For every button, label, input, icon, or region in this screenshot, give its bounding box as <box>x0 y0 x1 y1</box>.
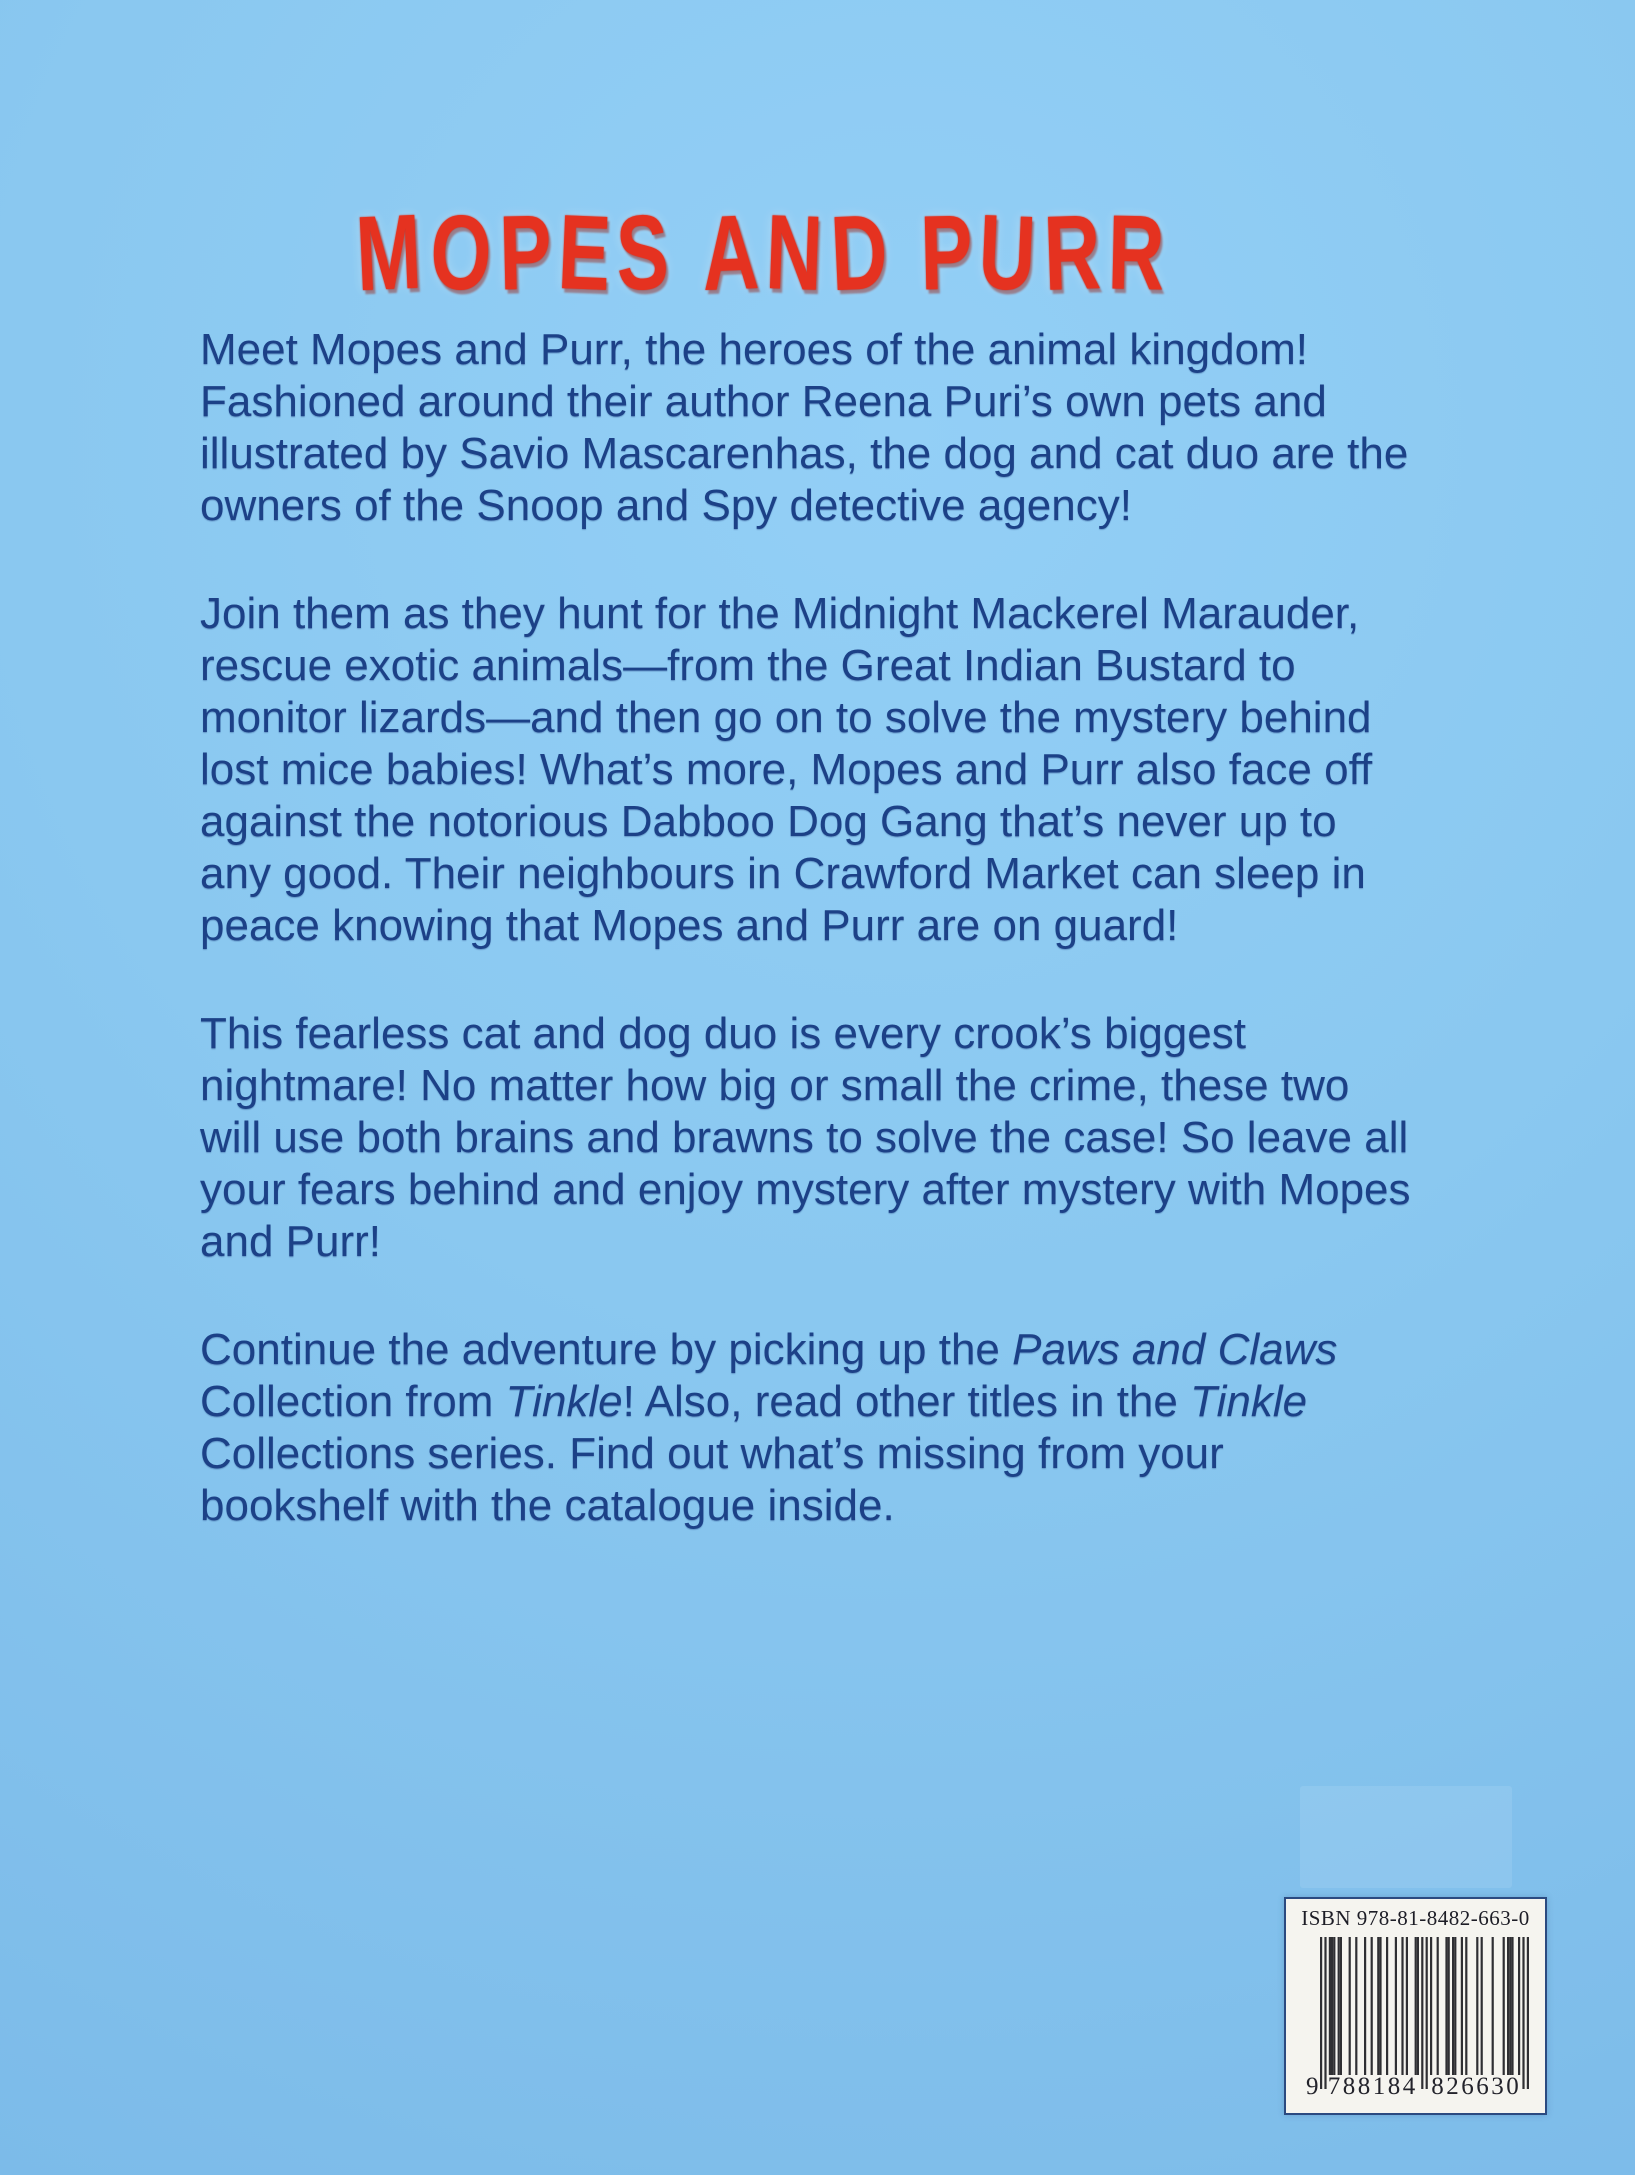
text-line: any good. Their neighbours in Crawford Market can sleep in <box>200 849 1366 898</box>
text-line: Meet Mopes and Purr, the heroes of the animal kingdom! <box>200 325 1308 374</box>
text-line: Collections series. Find out what’s missing from your <box>200 1429 1224 1478</box>
book-title: MOPES AND PURR <box>353 192 1166 314</box>
text-line: and Purr! <box>200 1217 381 1266</box>
text-line: owners of the Snoop and Spy detective agency! <box>200 481 1132 530</box>
svg-text:788184: 788184 <box>1327 2073 1418 2097</box>
svg-text:9: 9 <box>1306 2073 1321 2097</box>
isbn-label: ISBN 978-81-8482-663-0 <box>1301 1906 1530 1930</box>
isbn-barcode-box <box>1284 1897 1547 2115</box>
text-line: rescue exotic animals—from the Great Indian Bustard to <box>200 641 1296 690</box>
text-line: nightmare! No matter how big or small the crime, these two <box>200 1061 1350 1110</box>
text-line: Join them as they hunt for the Midnight Mackerel Marauder, <box>200 589 1360 638</box>
light-reflection <box>1300 1786 1512 1888</box>
text-line: Fashioned around their author Reena Puri’s own pets and <box>200 377 1327 426</box>
text-line: peace knowing that Mopes and Purr are on guard! <box>200 901 1179 950</box>
text-line: lost mice babies! What’s more, Mopes and Purr also face off <box>200 745 1373 794</box>
paragraph <box>200 588 1600 952</box>
text-line: Collection from Tinkle! Also, read other titles in the Tinkle <box>200 1377 1308 1426</box>
body-text <box>200 324 1600 1588</box>
paragraph <box>200 324 1600 532</box>
text-line: Continue the adventure by picking up the Paws and Claws <box>200 1325 1338 1374</box>
svg-text:826630: 826630 <box>1431 2073 1522 2097</box>
text-line: illustrated by Savio Mascarenhas, the dog and cat duo are the <box>200 429 1409 478</box>
text-line: your fears behind and enjoy mystery after mystery with Mopes <box>200 1165 1411 1214</box>
paragraph <box>200 1008 1600 1268</box>
text-line: will use both brains and brawns to solve the case! So leave all <box>200 1113 1409 1162</box>
ean13-barcode <box>1304 1937 1530 2097</box>
text-line: bookshelf with the catalogue inside. <box>200 1481 895 1530</box>
text-line: against the notorious Dabboo Dog Gang that’s never up to <box>200 797 1337 846</box>
paragraph <box>200 1324 1600 1532</box>
text-line: This fearless cat and dog duo is every crook’s biggest <box>200 1009 1246 1058</box>
text-line: monitor lizards—and then go on to solve the mystery behind <box>200 693 1372 742</box>
